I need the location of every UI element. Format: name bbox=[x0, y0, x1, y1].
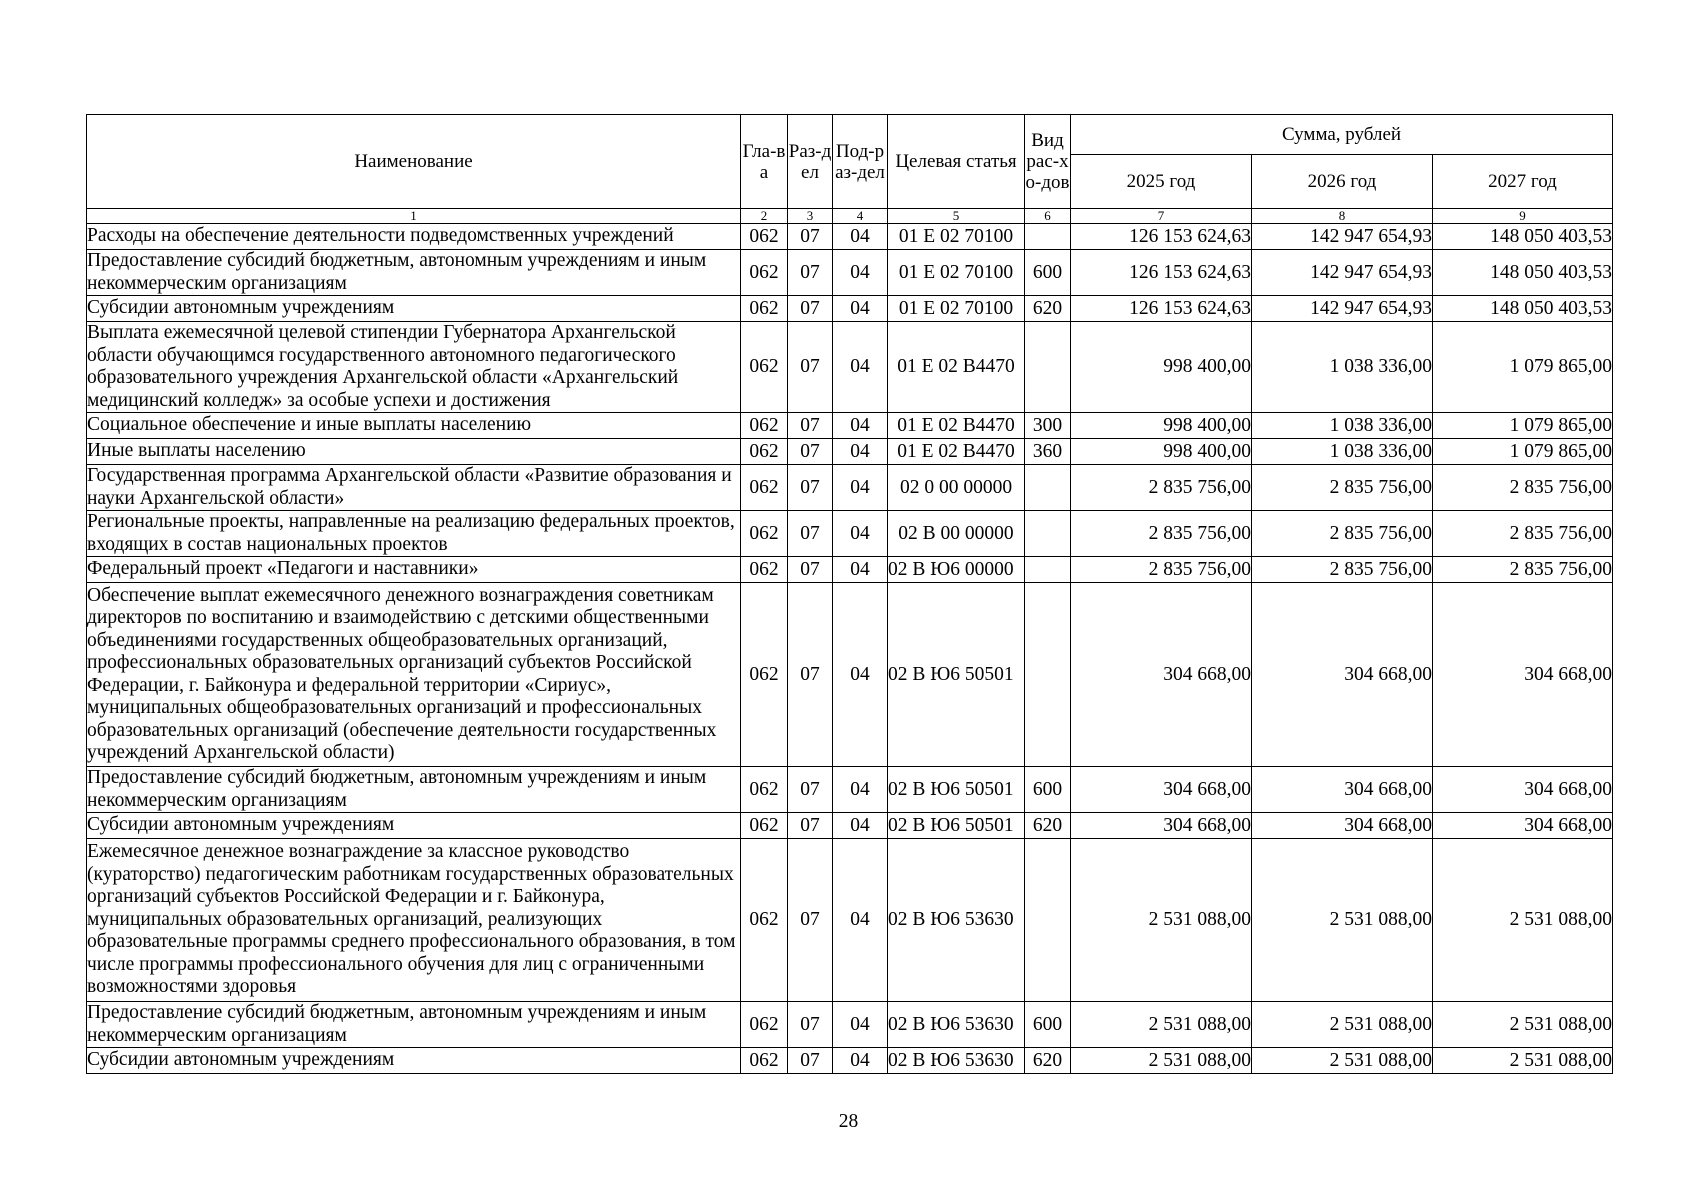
row-razdel: 07 bbox=[788, 813, 833, 839]
header-glava: Гла-ва bbox=[741, 115, 788, 209]
row-amount-2026: 304 668,00 bbox=[1252, 583, 1433, 767]
row-vid-rashodov: 300 bbox=[1025, 413, 1071, 439]
table-row bbox=[87, 813, 1613, 839]
row-amount-2025: 126 153 624,63 bbox=[1071, 250, 1252, 296]
row-glava: 062 bbox=[741, 813, 788, 839]
row-amount-2026: 2 835 756,00 bbox=[1252, 465, 1433, 511]
row-razdel: 07 bbox=[788, 839, 833, 1002]
row-glava: 062 bbox=[741, 1002, 788, 1048]
column-numbers-row bbox=[87, 209, 1613, 224]
header-year-2026: 2026 год bbox=[1252, 155, 1433, 209]
row-vid-rashodov bbox=[1025, 465, 1071, 511]
row-razdel: 07 bbox=[788, 439, 833, 465]
row-name: Ежемесячное денежное вознаграждение за классное руководство (кураторство) педагогическим работникам государственных образовательных организаций субъектов Российской Федерации и г. Байконура, муниципальных образовательных организаций, реализующих образовательные программы среднего профессионального образования, в том числе программы профессионального обучения для лиц с ограниченными возможностями здоровья bbox=[87, 839, 741, 1002]
row-razdel: 07 bbox=[788, 250, 833, 296]
row-celevaya-statya: 02 В Ю6 53630 bbox=[888, 839, 1025, 1002]
row-razdel: 07 bbox=[788, 224, 833, 250]
table-row bbox=[87, 767, 1613, 813]
row-podrazdel: 04 bbox=[833, 1048, 888, 1074]
row-razdel: 07 bbox=[788, 322, 833, 413]
table-row bbox=[87, 511, 1613, 557]
column-number: 1 bbox=[87, 209, 741, 224]
column-number: 5 bbox=[888, 209, 1025, 224]
row-razdel: 07 bbox=[788, 296, 833, 322]
row-amount-2026: 1 038 336,00 bbox=[1252, 439, 1433, 465]
row-amount-2027: 148 050 403,53 bbox=[1433, 250, 1613, 296]
row-amount-2025: 304 668,00 bbox=[1071, 583, 1252, 767]
row-name: Выплата ежемесячной целевой стипендии Губернатора Архангельской области обучающимся государственного автономного педагогического образовательного учреждения Архангельской области «Архангельский медицинский колледж» за особые успехи и достижения bbox=[87, 322, 741, 413]
row-amount-2027: 148 050 403,53 bbox=[1433, 224, 1613, 250]
column-number: 8 bbox=[1252, 209, 1433, 224]
row-name: Предоставление субсидий бюджетным, автономным учреждениям и иным некоммерческим организациям bbox=[87, 250, 741, 296]
row-amount-2027: 2 531 088,00 bbox=[1433, 1002, 1613, 1048]
row-razdel: 07 bbox=[788, 557, 833, 583]
row-razdel: 07 bbox=[788, 413, 833, 439]
row-vid-rashodov bbox=[1025, 839, 1071, 1002]
row-amount-2026: 2 531 088,00 bbox=[1252, 1002, 1433, 1048]
row-celevaya-statya: 02 В Ю6 53630 bbox=[888, 1002, 1025, 1048]
table-row bbox=[87, 583, 1613, 767]
row-podrazdel: 04 bbox=[833, 839, 888, 1002]
row-celevaya-statya: 01 Е 02 70100 bbox=[888, 224, 1025, 250]
row-amount-2026: 142 947 654,93 bbox=[1252, 224, 1433, 250]
column-number: 4 bbox=[833, 209, 888, 224]
page-number: 28 bbox=[838, 1111, 859, 1132]
header-celevaya-statya: Целевая статья bbox=[888, 115, 1025, 209]
row-glava: 062 bbox=[741, 511, 788, 557]
row-podrazdel: 04 bbox=[833, 413, 888, 439]
row-celevaya-statya: 02 В Ю6 50501 bbox=[888, 813, 1025, 839]
row-vid-rashodov: 600 bbox=[1025, 1002, 1071, 1048]
row-celevaya-statya: 01 Е 02 В4470 bbox=[888, 322, 1025, 413]
table-row bbox=[87, 1048, 1613, 1074]
row-glava: 062 bbox=[741, 413, 788, 439]
header-summa: Сумма, рублей bbox=[1071, 115, 1613, 155]
row-razdel: 07 bbox=[788, 465, 833, 511]
row-amount-2026: 1 038 336,00 bbox=[1252, 322, 1433, 413]
row-razdel: 07 bbox=[788, 583, 833, 767]
row-podrazdel: 04 bbox=[833, 224, 888, 250]
row-podrazdel: 04 bbox=[833, 439, 888, 465]
header-year-2027: 2027 год bbox=[1433, 155, 1613, 209]
row-glava: 062 bbox=[741, 322, 788, 413]
row-name: Социальное обеспечение и иные выплаты населению bbox=[87, 413, 741, 439]
row-podrazdel: 04 bbox=[833, 813, 888, 839]
row-glava: 062 bbox=[741, 224, 788, 250]
row-amount-2025: 304 668,00 bbox=[1071, 767, 1252, 813]
row-podrazdel: 04 bbox=[833, 557, 888, 583]
row-amount-2027: 2 835 756,00 bbox=[1433, 511, 1613, 557]
row-vid-rashodov: 620 bbox=[1025, 813, 1071, 839]
table-row bbox=[87, 224, 1613, 250]
column-number: 6 bbox=[1025, 209, 1071, 224]
row-podrazdel: 04 bbox=[833, 296, 888, 322]
row-glava: 062 bbox=[741, 296, 788, 322]
row-podrazdel: 04 bbox=[833, 250, 888, 296]
row-vid-rashodov bbox=[1025, 224, 1071, 250]
header-name: Наименование bbox=[87, 115, 741, 209]
header-razdel: Раз-дел bbox=[788, 115, 833, 209]
row-amount-2025: 2 531 088,00 bbox=[1071, 1002, 1252, 1048]
table-row bbox=[87, 439, 1613, 465]
row-amount-2027: 2 531 088,00 bbox=[1433, 1048, 1613, 1074]
row-amount-2027: 1 079 865,00 bbox=[1433, 413, 1613, 439]
row-podrazdel: 04 bbox=[833, 1002, 888, 1048]
row-amount-2027: 1 079 865,00 bbox=[1433, 439, 1613, 465]
row-amount-2025: 998 400,00 bbox=[1071, 439, 1252, 465]
row-amount-2025: 126 153 624,63 bbox=[1071, 224, 1252, 250]
row-celevaya-statya: 01 Е 02 70100 bbox=[888, 296, 1025, 322]
row-podrazdel: 04 bbox=[833, 511, 888, 557]
row-glava: 062 bbox=[741, 439, 788, 465]
row-amount-2025: 2 835 756,00 bbox=[1071, 557, 1252, 583]
row-amount-2027: 2 835 756,00 bbox=[1433, 465, 1613, 511]
row-amount-2025: 998 400,00 bbox=[1071, 322, 1252, 413]
row-name: Государственная программа Архангельской области «Развитие образования и науки Архангельской области» bbox=[87, 465, 741, 511]
row-amount-2027: 1 079 865,00 bbox=[1433, 322, 1613, 413]
row-celevaya-statya: 02 В Ю6 53630 bbox=[888, 1048, 1025, 1074]
table-row bbox=[87, 1002, 1613, 1048]
row-amount-2026: 2 531 088,00 bbox=[1252, 839, 1433, 1002]
table-row bbox=[87, 839, 1613, 1002]
row-glava: 062 bbox=[741, 465, 788, 511]
row-glava: 062 bbox=[741, 250, 788, 296]
row-amount-2026: 1 038 336,00 bbox=[1252, 413, 1433, 439]
row-celevaya-statya: 02 В Ю6 50501 bbox=[888, 583, 1025, 767]
table-row bbox=[87, 250, 1613, 296]
table-row bbox=[87, 296, 1613, 322]
row-vid-rashodov bbox=[1025, 557, 1071, 583]
row-vid-rashodov: 620 bbox=[1025, 1048, 1071, 1074]
row-amount-2026: 142 947 654,93 bbox=[1252, 296, 1433, 322]
table-body bbox=[87, 224, 1613, 1074]
row-name: Субсидии автономным учреждениям bbox=[87, 813, 741, 839]
row-amount-2027: 2 531 088,00 bbox=[1433, 839, 1613, 1002]
row-amount-2025: 998 400,00 bbox=[1071, 413, 1252, 439]
header-podrazdel: Под-раз-дел bbox=[833, 115, 888, 209]
row-vid-rashodov bbox=[1025, 322, 1071, 413]
table-header bbox=[87, 115, 1613, 224]
row-vid-rashodov: 600 bbox=[1025, 767, 1071, 813]
column-number: 2 bbox=[741, 209, 788, 224]
row-amount-2026: 2 835 756,00 bbox=[1252, 557, 1433, 583]
row-vid-rashodov bbox=[1025, 511, 1071, 557]
row-celevaya-statya: 02 В 00 00000 bbox=[888, 511, 1025, 557]
row-name: Региональные проекты, направленные на реализацию федеральных проектов, входящих в состав национальных проектов bbox=[87, 511, 741, 557]
row-glava: 062 bbox=[741, 1048, 788, 1074]
table-row bbox=[87, 322, 1613, 413]
row-razdel: 07 bbox=[788, 767, 833, 813]
column-number: 7 bbox=[1071, 209, 1252, 224]
row-name: Иные выплаты населению bbox=[87, 439, 741, 465]
row-vid-rashodov: 360 bbox=[1025, 439, 1071, 465]
row-vid-rashodov bbox=[1025, 583, 1071, 767]
row-amount-2027: 304 668,00 bbox=[1433, 583, 1613, 767]
row-celevaya-statya: 01 Е 02 В4470 bbox=[888, 439, 1025, 465]
row-name: Субсидии автономным учреждениям bbox=[87, 1048, 741, 1074]
column-number: 9 bbox=[1433, 209, 1613, 224]
row-celevaya-statya: 02 0 00 00000 bbox=[888, 465, 1025, 511]
budget-table bbox=[86, 114, 1613, 1074]
table-row bbox=[87, 413, 1613, 439]
row-celevaya-statya: 01 Е 02 В4470 bbox=[888, 413, 1025, 439]
row-podrazdel: 04 bbox=[833, 465, 888, 511]
row-name: Обеспечение выплат ежемесячного денежного вознаграждения советникам директоров по воспитанию и взаимодействию с детскими общественными объединениями государственных общеобразовательных организаций, профессиональных образовательных организаций субъектов Российской Федерации, г. Байконура и федеральной территории «Сириус», муниципальных общеобразовательных организаций и профессиональных образовательных организаций (обеспечение деятельности государственных учреждений Архангельской области) bbox=[87, 583, 741, 767]
row-razdel: 07 bbox=[788, 1048, 833, 1074]
row-podrazdel: 04 bbox=[833, 322, 888, 413]
row-amount-2025: 2 531 088,00 bbox=[1071, 1048, 1252, 1074]
row-name: Предоставление субсидий бюджетным, автономным учреждениям и иным некоммерческим организациям bbox=[87, 1002, 741, 1048]
row-name: Расходы на обеспечение деятельности подведомственных учреждений bbox=[87, 224, 741, 250]
header-vid-rashodov: Вид рас-хо-дов bbox=[1025, 115, 1071, 209]
row-podrazdel: 04 bbox=[833, 767, 888, 813]
row-celevaya-statya: 01 Е 02 70100 bbox=[888, 250, 1025, 296]
row-amount-2027: 148 050 403,53 bbox=[1433, 296, 1613, 322]
row-amount-2026: 304 668,00 bbox=[1252, 813, 1433, 839]
row-celevaya-statya: 02 В Ю6 50501 bbox=[888, 767, 1025, 813]
row-glava: 062 bbox=[741, 583, 788, 767]
header-year-2025: 2025 год bbox=[1071, 155, 1252, 209]
table-row bbox=[87, 557, 1613, 583]
row-vid-rashodov: 620 bbox=[1025, 296, 1071, 322]
row-glava: 062 bbox=[741, 557, 788, 583]
table-row bbox=[87, 465, 1613, 511]
row-amount-2027: 304 668,00 bbox=[1433, 813, 1613, 839]
row-amount-2026: 2 835 756,00 bbox=[1252, 511, 1433, 557]
row-amount-2025: 2 835 756,00 bbox=[1071, 511, 1252, 557]
row-vid-rashodov: 600 bbox=[1025, 250, 1071, 296]
row-glava: 062 bbox=[741, 767, 788, 813]
column-number: 3 bbox=[788, 209, 833, 224]
row-amount-2027: 2 835 756,00 bbox=[1433, 557, 1613, 583]
row-razdel: 07 bbox=[788, 511, 833, 557]
row-name: Предоставление субсидий бюджетным, автономным учреждениям и иным некоммерческим организациям bbox=[87, 767, 741, 813]
row-amount-2027: 304 668,00 bbox=[1433, 767, 1613, 813]
row-amount-2025: 2 835 756,00 bbox=[1071, 465, 1252, 511]
row-glava: 062 bbox=[741, 839, 788, 1002]
row-celevaya-statya: 02 В Ю6 00000 bbox=[888, 557, 1025, 583]
row-amount-2025: 2 531 088,00 bbox=[1071, 839, 1252, 1002]
row-amount-2026: 2 531 088,00 bbox=[1252, 1048, 1433, 1074]
row-amount-2026: 142 947 654,93 bbox=[1252, 250, 1433, 296]
row-name: Субсидии автономным учреждениям bbox=[87, 296, 741, 322]
row-podrazdel: 04 bbox=[833, 583, 888, 767]
row-razdel: 07 bbox=[788, 1002, 833, 1048]
row-amount-2025: 126 153 624,63 bbox=[1071, 296, 1252, 322]
row-name: Федеральный проект «Педагоги и наставники» bbox=[87, 557, 741, 583]
row-amount-2026: 304 668,00 bbox=[1252, 767, 1433, 813]
row-amount-2025: 304 668,00 bbox=[1071, 813, 1252, 839]
